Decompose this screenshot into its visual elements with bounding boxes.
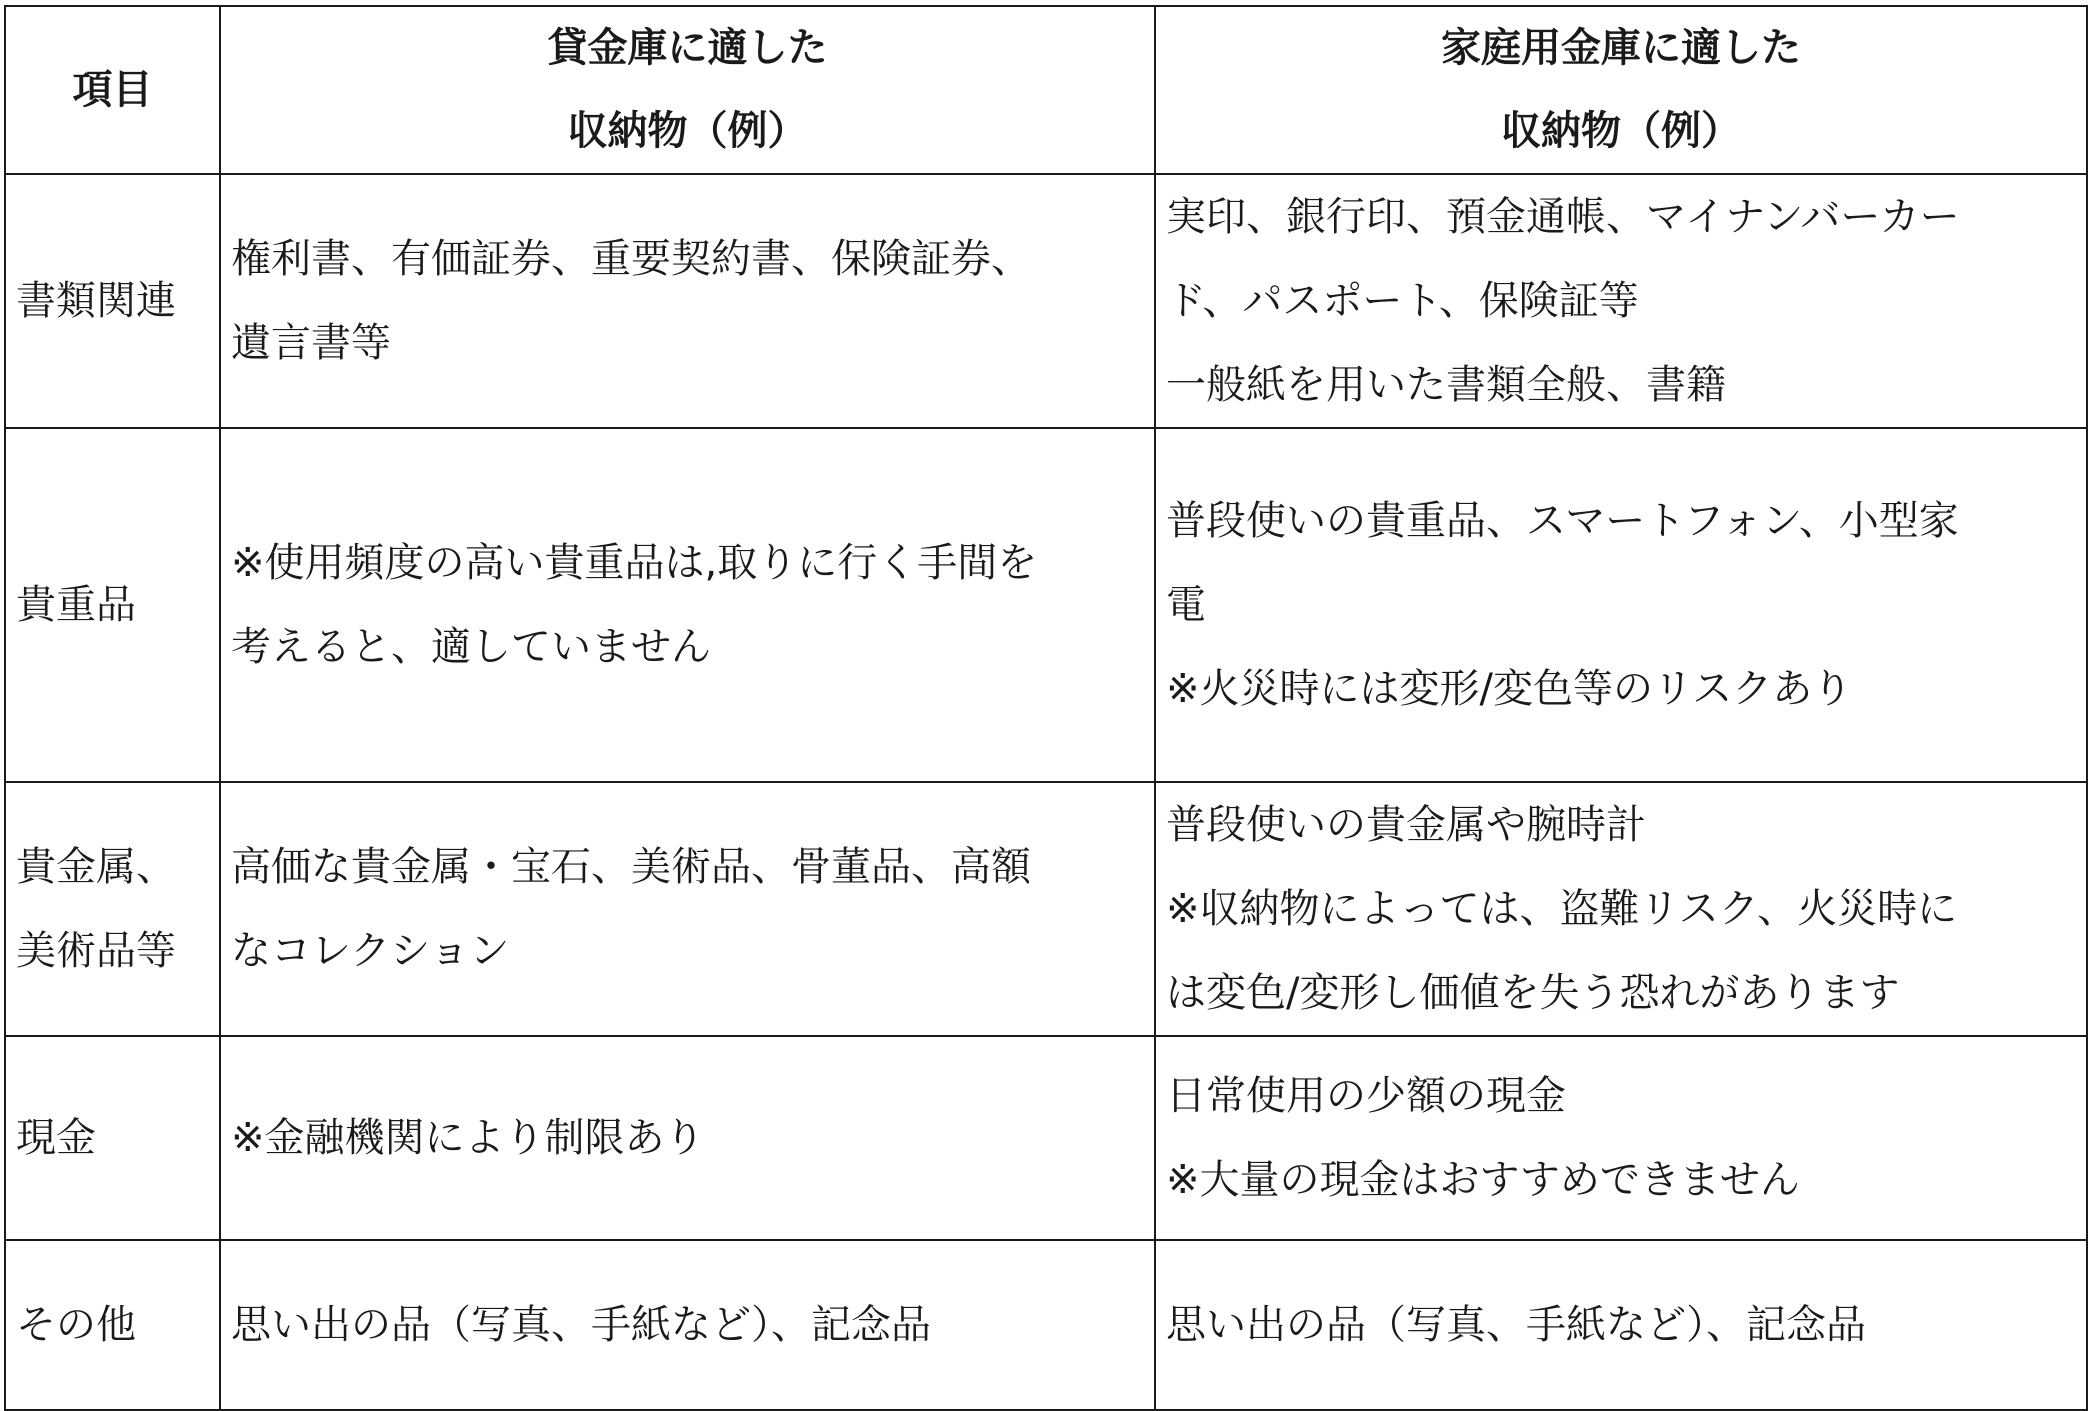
home-cell-other [1155,1240,2087,1410]
header-home-safe [1155,6,2087,174]
cell-line: 実印、銀行印、預金通帳、マイナンバーカー [1166,194,1960,240]
cell-line: 思い出の品（写真、手紙など）、記念品 [231,1302,931,1348]
header-home-line1: 家庭用金庫に適した [1441,25,1801,71]
home-cell-documents [1155,174,2087,428]
table-row [5,1240,2087,1410]
bank-cell-valuables [220,428,1155,782]
row-label-line: 現金 [16,1115,96,1161]
cell-line: ※大量の現金はおすすめできません [1166,1157,1800,1203]
cell-line: 権利書、有価証券、重要契約書、保険証券、 [231,236,1031,282]
header-bank-line2: 収納物（例） [567,108,808,154]
cell-line: ※収納物によっては、盗難リスク、火災時に [1166,886,1958,932]
header-bank-safe [220,6,1155,174]
row-label-line: 書類関連 [16,278,176,324]
row-label-line: その他 [16,1302,136,1348]
bank-cell-precious-metals [220,782,1155,1036]
table-row [5,782,2087,1036]
row-label-cash [5,1036,220,1240]
bank-cell-documents [220,174,1155,428]
table-row [5,1036,2087,1240]
row-label-line: 美術品等 [16,928,176,974]
row-label-documents [5,174,220,428]
cell-line: なコレクション [231,928,510,974]
cell-line: 普段使いの貴金属や腕時計 [1166,802,1646,848]
row-label-valuables [5,428,220,782]
cell-line: ※使用頻度の高い貴重品は,取りに行く手間を [231,540,1038,586]
cell-line: 日常使用の少額の現金 [1166,1073,1566,1119]
cell-line: 高価な貴金属・宝石、美術品、骨董品、高額 [231,844,1031,890]
bank-cell-cash [220,1036,1155,1240]
cell-line: ド、パスポート、保険証等 [1166,278,1639,324]
table-row [5,174,2087,428]
home-cell-cash [1155,1036,2087,1240]
cell-line: 思い出の品（写真、手紙など）、記念品 [1166,1302,1866,1348]
cell-line: は変色/変形し価値を失う恐れがあります [1166,970,1900,1016]
home-cell-precious-metals [1155,782,2087,1036]
row-label-line: 貴重品 [16,582,136,628]
home-cell-valuables [1155,428,2087,782]
header-item: 項目 [5,6,220,174]
row-label-precious-metals [5,782,220,1036]
cell-line: 電 [1166,582,1206,628]
bank-cell-other [220,1240,1155,1410]
cell-line: 一般紙を用いた書類全般、書籍 [1166,362,1726,408]
row-label-line: 貴金属、 [16,844,176,890]
header-home-line2: 収納物（例） [1501,108,1741,154]
cell-line: 考えると、適していません [231,624,711,670]
header-row [5,6,2087,174]
row-label-other [5,1240,220,1410]
cell-line: 遺言書等 [231,320,391,366]
cell-line: 普段使いの貴重品、スマートフォン、小型家 [1166,498,1959,544]
cell-line: ※金融機関により制限あり [231,1115,705,1161]
cell-line: ※火災時には変形/変色等のリスクあり [1166,666,1853,712]
comparison-table [4,5,2088,1411]
header-bank-line1: 貸金庫に適した [547,25,828,71]
table-row [5,428,2087,782]
